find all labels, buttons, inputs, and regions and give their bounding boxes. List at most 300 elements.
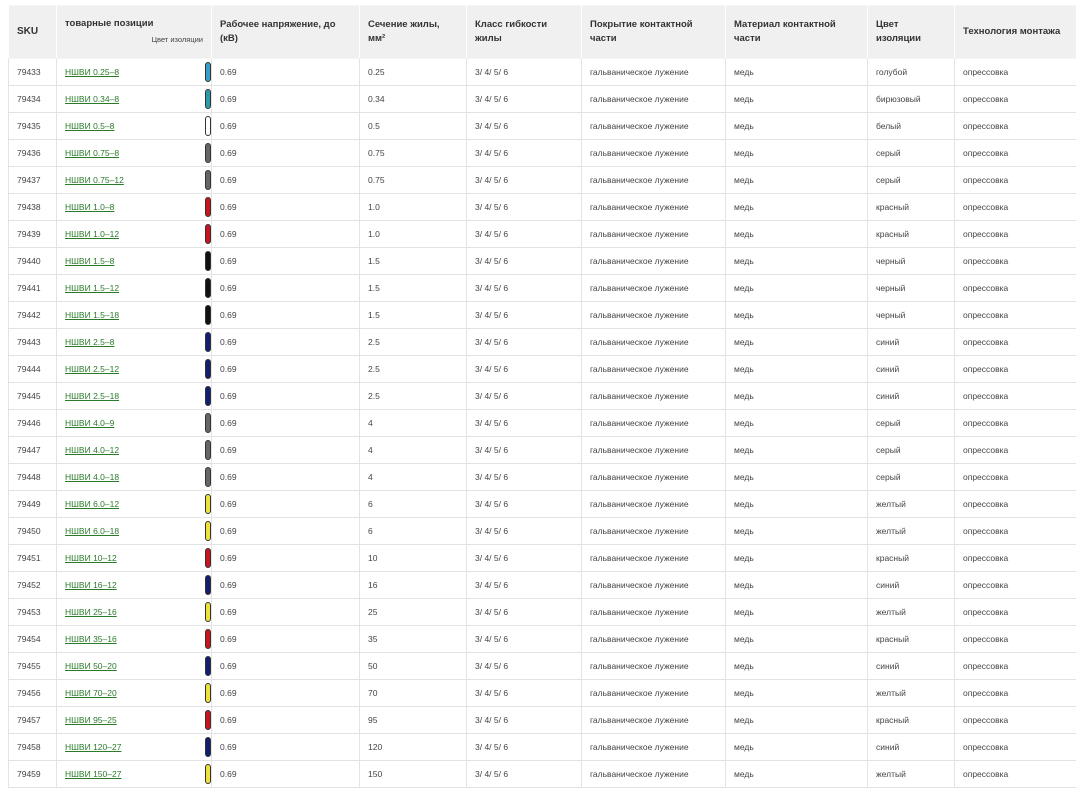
product-link[interactable]: НШВИ 95–25 — [65, 715, 117, 725]
cell-section: 1.5 — [360, 248, 467, 275]
cell-position — [57, 113, 212, 140]
cell-section: 1.5 — [360, 302, 467, 329]
cell-mount-tech: опрессовка — [955, 599, 1076, 626]
cell-sku: 79445 — [9, 383, 57, 410]
header-flex-class: Класс гибкости жилы — [467, 6, 582, 59]
cell-insulation-color: белый — [868, 113, 955, 140]
cell-voltage: 0.69 — [212, 572, 360, 599]
header-section: Сечение жилы, мм² — [360, 6, 467, 59]
insulation-color-swatch — [205, 521, 211, 541]
product-link[interactable]: НШВИ 4.0–12 — [65, 445, 119, 455]
cell-voltage: 0.69 — [212, 464, 360, 491]
cell-voltage: 0.69 — [212, 545, 360, 572]
cell-position — [57, 194, 212, 221]
product-link[interactable]: НШВИ 6.0–18 — [65, 526, 119, 536]
cell-position — [57, 734, 212, 761]
table-row — [9, 518, 1076, 545]
table-row — [9, 437, 1076, 464]
product-link[interactable]: НШВИ 1.5–12 — [65, 283, 119, 293]
cell-position — [57, 653, 212, 680]
cell-coating: гальваническое лужение — [582, 680, 726, 707]
cell-material: медь — [726, 275, 868, 302]
header-position-label: товарные позиции — [65, 18, 153, 29]
cell-material: медь — [726, 302, 868, 329]
insulation-color-swatch — [205, 602, 211, 622]
header-mount-tech: Технология монтажа — [955, 6, 1076, 59]
cell-flex-class: 3/ 4/ 5/ 6 — [467, 329, 582, 356]
cell-coating: гальваническое лужение — [582, 86, 726, 113]
cell-section: 70 — [360, 680, 467, 707]
table-row — [9, 464, 1076, 491]
table-row — [9, 113, 1076, 140]
cell-material: медь — [726, 491, 868, 518]
cell-section: 4 — [360, 410, 467, 437]
cell-sku: 79455 — [9, 653, 57, 680]
cell-section: 16 — [360, 572, 467, 599]
cell-mount-tech: опрессовка — [955, 734, 1076, 761]
cell-coating: гальваническое лужение — [582, 275, 726, 302]
cell-sku: 79458 — [9, 734, 57, 761]
cell-insulation-color: серый — [868, 167, 955, 194]
cell-section: 4 — [360, 464, 467, 491]
cell-voltage: 0.69 — [212, 113, 360, 140]
product-link[interactable]: НШВИ 0.34–8 — [65, 94, 119, 104]
cell-voltage: 0.69 — [212, 356, 360, 383]
cell-insulation-color: синий — [868, 572, 955, 599]
cell-sku: 79444 — [9, 356, 57, 383]
cell-flex-class: 3/ 4/ 5/ 6 — [467, 59, 582, 86]
cell-position — [57, 707, 212, 734]
header-material: Материал контактной части — [726, 6, 868, 59]
product-table — [8, 5, 1076, 788]
insulation-color-swatch — [205, 710, 211, 730]
product-link[interactable]: НШВИ 35–16 — [65, 634, 117, 644]
cell-insulation-color: красный — [868, 194, 955, 221]
insulation-color-swatch — [205, 305, 211, 325]
cell-insulation-color: черный — [868, 275, 955, 302]
product-link[interactable]: НШВИ 16–12 — [65, 580, 117, 590]
table-row — [9, 329, 1076, 356]
cell-position — [57, 356, 212, 383]
cell-insulation-color: синий — [868, 383, 955, 410]
table-row — [9, 680, 1076, 707]
insulation-color-swatch — [205, 548, 211, 568]
cell-coating: гальваническое лужение — [582, 383, 726, 410]
cell-sku: 79434 — [9, 86, 57, 113]
cell-sku: 79456 — [9, 680, 57, 707]
table-row — [9, 86, 1076, 113]
table-row — [9, 221, 1076, 248]
cell-position — [57, 140, 212, 167]
cell-position — [57, 572, 212, 599]
cell-mount-tech: опрессовка — [955, 221, 1076, 248]
cell-sku: 79447 — [9, 437, 57, 464]
cell-material: медь — [726, 707, 868, 734]
cell-flex-class: 3/ 4/ 5/ 6 — [467, 275, 582, 302]
cell-mount-tech: опрессовка — [955, 626, 1076, 653]
table-row — [9, 626, 1076, 653]
table-row — [9, 545, 1076, 572]
cell-coating: гальваническое лужение — [582, 761, 726, 788]
cell-section: 10 — [360, 545, 467, 572]
cell-position — [57, 545, 212, 572]
cell-position — [57, 680, 212, 707]
header-position-sub: Цвет изоляции — [65, 33, 203, 47]
header-position — [57, 6, 212, 59]
insulation-color-swatch — [205, 683, 211, 703]
cell-position — [57, 464, 212, 491]
cell-mount-tech: опрессовка — [955, 356, 1076, 383]
product-link[interactable]: НШВИ 6.0–12 — [65, 499, 119, 509]
cell-insulation-color: синий — [868, 329, 955, 356]
cell-mount-tech: опрессовка — [955, 491, 1076, 518]
cell-mount-tech: опрессовка — [955, 437, 1076, 464]
insulation-color-swatch — [205, 386, 211, 406]
cell-coating: гальваническое лужение — [582, 734, 726, 761]
cell-sku: 79459 — [9, 761, 57, 788]
cell-sku: 79433 — [9, 59, 57, 86]
cell-position — [57, 761, 212, 788]
table-row — [9, 599, 1076, 626]
cell-voltage: 0.69 — [212, 734, 360, 761]
product-link[interactable]: НШВИ 10–12 — [65, 553, 117, 563]
cell-section: 0.25 — [360, 59, 467, 86]
cell-insulation-color: серый — [868, 410, 955, 437]
cell-sku: 79450 — [9, 518, 57, 545]
table-row — [9, 302, 1076, 329]
cell-insulation-color: желтый — [868, 599, 955, 626]
cell-material: медь — [726, 59, 868, 86]
cell-position — [57, 491, 212, 518]
cell-insulation-color: черный — [868, 248, 955, 275]
cell-mount-tech: опрессовка — [955, 248, 1076, 275]
cell-sku: 79435 — [9, 113, 57, 140]
cell-insulation-color: синий — [868, 734, 955, 761]
cell-insulation-color: черный — [868, 302, 955, 329]
cell-mount-tech: опрессовка — [955, 275, 1076, 302]
product-link[interactable]: НШВИ 50–20 — [65, 661, 117, 671]
product-link[interactable]: НШВИ 0.75–12 — [65, 175, 124, 185]
product-link[interactable]: НШВИ 4.0–9 — [65, 418, 114, 428]
cell-mount-tech: опрессовка — [955, 140, 1076, 167]
cell-sku: 79452 — [9, 572, 57, 599]
cell-sku: 79454 — [9, 626, 57, 653]
product-link[interactable]: НШВИ 150–27 — [65, 769, 121, 779]
cell-coating: гальваническое лужение — [582, 302, 726, 329]
cell-insulation-color: красный — [868, 545, 955, 572]
product-link[interactable]: НШВИ 2.5–12 — [65, 364, 119, 374]
cell-material: медь — [726, 599, 868, 626]
cell-mount-tech: опрессовка — [955, 572, 1076, 599]
product-link[interactable]: НШВИ 2.5–8 — [65, 337, 114, 347]
table-row — [9, 194, 1076, 221]
cell-material: медь — [726, 464, 868, 491]
cell-coating: гальваническое лужение — [582, 113, 726, 140]
cell-coating: гальваническое лужение — [582, 464, 726, 491]
cell-flex-class: 3/ 4/ 5/ 6 — [467, 518, 582, 545]
table-row — [9, 59, 1076, 86]
cell-flex-class: 3/ 4/ 5/ 6 — [467, 140, 582, 167]
cell-mount-tech: опрессовка — [955, 410, 1076, 437]
product-link[interactable]: НШВИ 120–27 — [65, 742, 121, 752]
cell-coating: гальваническое лужение — [582, 59, 726, 86]
cell-sku: 79436 — [9, 140, 57, 167]
cell-insulation-color: красный — [868, 707, 955, 734]
table-row — [9, 248, 1076, 275]
cell-material: медь — [726, 113, 868, 140]
table-body — [9, 59, 1076, 788]
cell-section: 1.0 — [360, 194, 467, 221]
cell-flex-class: 3/ 4/ 5/ 6 — [467, 680, 582, 707]
header-coating: Покрытие контактной части — [582, 6, 726, 59]
cell-sku: 79439 — [9, 221, 57, 248]
cell-flex-class: 3/ 4/ 5/ 6 — [467, 545, 582, 572]
cell-material: медь — [726, 545, 868, 572]
cell-position — [57, 302, 212, 329]
table-header — [9, 6, 1076, 59]
cell-sku: 79442 — [9, 302, 57, 329]
cell-flex-class: 3/ 4/ 5/ 6 — [467, 572, 582, 599]
cell-flex-class: 3/ 4/ 5/ 6 — [467, 302, 582, 329]
product-link[interactable]: НШВИ 1.0–8 — [65, 202, 114, 212]
cell-position — [57, 383, 212, 410]
cell-flex-class: 3/ 4/ 5/ 6 — [467, 707, 582, 734]
cell-section: 25 — [360, 599, 467, 626]
table-row — [9, 653, 1076, 680]
cell-flex-class: 3/ 4/ 5/ 6 — [467, 383, 582, 410]
cell-flex-class: 3/ 4/ 5/ 6 — [467, 356, 582, 383]
cell-coating: гальваническое лужение — [582, 167, 726, 194]
product-link[interactable]: НШВИ 25–16 — [65, 607, 117, 617]
table-row — [9, 275, 1076, 302]
table-row — [9, 383, 1076, 410]
cell-section: 150 — [360, 761, 467, 788]
cell-voltage: 0.69 — [212, 626, 360, 653]
cell-voltage: 0.69 — [212, 59, 360, 86]
cell-insulation-color: желтый — [868, 680, 955, 707]
cell-position — [57, 167, 212, 194]
cell-mount-tech: опрессовка — [955, 761, 1076, 788]
cell-insulation-color: серый — [868, 437, 955, 464]
cell-position — [57, 248, 212, 275]
cell-position — [57, 59, 212, 86]
cell-voltage: 0.69 — [212, 221, 360, 248]
table-row — [9, 356, 1076, 383]
cell-mount-tech: опрессовка — [955, 518, 1076, 545]
cell-sku: 79457 — [9, 707, 57, 734]
product-link[interactable]: НШВИ 70–20 — [65, 688, 117, 698]
cell-insulation-color: синий — [868, 356, 955, 383]
cell-flex-class: 3/ 4/ 5/ 6 — [467, 113, 582, 140]
cell-coating: гальваническое лужение — [582, 194, 726, 221]
cell-flex-class: 3/ 4/ 5/ 6 — [467, 167, 582, 194]
cell-position — [57, 221, 212, 248]
cell-coating: гальваническое лужение — [582, 599, 726, 626]
cell-mount-tech: опрессовка — [955, 194, 1076, 221]
cell-mount-tech: опрессовка — [955, 653, 1076, 680]
insulation-color-swatch — [205, 467, 211, 487]
cell-position — [57, 410, 212, 437]
product-link[interactable]: НШВИ 2.5–18 — [65, 391, 119, 401]
cell-flex-class: 3/ 4/ 5/ 6 — [467, 734, 582, 761]
cell-voltage: 0.69 — [212, 653, 360, 680]
cell-coating: гальваническое лужение — [582, 626, 726, 653]
table-row — [9, 734, 1076, 761]
insulation-color-swatch — [205, 62, 211, 82]
insulation-color-swatch — [205, 89, 211, 109]
cell-flex-class: 3/ 4/ 5/ 6 — [467, 491, 582, 518]
cell-insulation-color: серый — [868, 140, 955, 167]
cell-sku: 79443 — [9, 329, 57, 356]
insulation-color-swatch — [205, 224, 211, 244]
cell-insulation-color: голубой — [868, 59, 955, 86]
cell-insulation-color: желтый — [868, 518, 955, 545]
cell-material: медь — [726, 167, 868, 194]
cell-coating: гальваническое лужение — [582, 329, 726, 356]
insulation-color-swatch — [205, 359, 211, 379]
cell-material: медь — [726, 410, 868, 437]
cell-material: медь — [726, 383, 868, 410]
cell-coating: гальваническое лужение — [582, 518, 726, 545]
cell-material: медь — [726, 653, 868, 680]
cell-insulation-color: серый — [868, 464, 955, 491]
insulation-color-swatch — [205, 278, 211, 298]
cell-sku: 79438 — [9, 194, 57, 221]
cell-material: медь — [726, 356, 868, 383]
cell-flex-class: 3/ 4/ 5/ 6 — [467, 248, 582, 275]
insulation-color-swatch — [205, 494, 211, 514]
cell-material: медь — [726, 437, 868, 464]
insulation-color-swatch — [205, 251, 211, 271]
cell-section: 4 — [360, 437, 467, 464]
cell-sku: 79453 — [9, 599, 57, 626]
insulation-color-swatch — [205, 656, 211, 676]
cell-position — [57, 599, 212, 626]
insulation-color-swatch — [205, 629, 211, 649]
cell-section: 6 — [360, 518, 467, 545]
cell-voltage: 0.69 — [212, 518, 360, 545]
cell-flex-class: 3/ 4/ 5/ 6 — [467, 761, 582, 788]
table-row — [9, 167, 1076, 194]
product-link[interactable]: НШВИ 1.5–8 — [65, 256, 114, 266]
cell-mount-tech: опрессовка — [955, 86, 1076, 113]
cell-material: медь — [726, 518, 868, 545]
insulation-color-swatch — [205, 143, 211, 163]
cell-voltage: 0.69 — [212, 194, 360, 221]
cell-insulation-color: красный — [868, 626, 955, 653]
cell-mount-tech: опрессовка — [955, 383, 1076, 410]
cell-section: 2.5 — [360, 329, 467, 356]
cell-section: 0.5 — [360, 113, 467, 140]
cell-insulation-color: желтый — [868, 491, 955, 518]
cell-voltage: 0.69 — [212, 329, 360, 356]
cell-sku: 79441 — [9, 275, 57, 302]
cell-voltage: 0.69 — [212, 707, 360, 734]
cell-coating: гальваническое лужение — [582, 545, 726, 572]
cell-sku: 79448 — [9, 464, 57, 491]
cell-insulation-color: синий — [868, 653, 955, 680]
cell-material: медь — [726, 734, 868, 761]
cell-section: 1.5 — [360, 275, 467, 302]
cell-material: медь — [726, 680, 868, 707]
insulation-color-swatch — [205, 197, 211, 217]
cell-sku: 79451 — [9, 545, 57, 572]
cell-position — [57, 626, 212, 653]
cell-sku: 79440 — [9, 248, 57, 275]
cell-coating: гальваническое лужение — [582, 140, 726, 167]
product-link[interactable]: НШВИ 4.0–18 — [65, 472, 119, 482]
product-link[interactable]: НШВИ 1.0–12 — [65, 229, 119, 239]
cell-material: медь — [726, 761, 868, 788]
cell-section: 2.5 — [360, 383, 467, 410]
cell-material: медь — [726, 86, 868, 113]
cell-material: медь — [726, 626, 868, 653]
cell-voltage: 0.69 — [212, 761, 360, 788]
cell-sku: 79449 — [9, 491, 57, 518]
insulation-color-swatch — [205, 440, 211, 460]
cell-section: 0.75 — [360, 167, 467, 194]
cell-flex-class: 3/ 4/ 5/ 6 — [467, 194, 582, 221]
cell-insulation-color: бирюзовый — [868, 86, 955, 113]
cell-position — [57, 437, 212, 464]
product-link[interactable]: НШВИ 0.75–8 — [65, 148, 119, 158]
cell-flex-class: 3/ 4/ 5/ 6 — [467, 410, 582, 437]
cell-voltage: 0.69 — [212, 410, 360, 437]
cell-material: медь — [726, 221, 868, 248]
cell-mount-tech: опрессовка — [955, 329, 1076, 356]
cell-section: 120 — [360, 734, 467, 761]
cell-position — [57, 329, 212, 356]
table-row — [9, 761, 1076, 788]
table-row — [9, 410, 1076, 437]
insulation-color-swatch — [205, 170, 211, 190]
cell-coating: гальваническое лужение — [582, 491, 726, 518]
table-row — [9, 140, 1076, 167]
cell-material: медь — [726, 329, 868, 356]
cell-insulation-color: желтый — [868, 761, 955, 788]
cell-position — [57, 275, 212, 302]
cell-position — [57, 86, 212, 113]
insulation-color-swatch — [205, 332, 211, 352]
cell-mount-tech: опрессовка — [955, 464, 1076, 491]
cell-section: 0.75 — [360, 140, 467, 167]
cell-section: 50 — [360, 653, 467, 680]
cell-voltage: 0.69 — [212, 275, 360, 302]
cell-mount-tech: опрессовка — [955, 113, 1076, 140]
product-link[interactable]: НШВИ 1.5–18 — [65, 310, 119, 320]
cell-voltage: 0.69 — [212, 491, 360, 518]
cell-coating: гальваническое лужение — [582, 248, 726, 275]
cell-insulation-color: красный — [868, 221, 955, 248]
cell-section: 95 — [360, 707, 467, 734]
table-row — [9, 707, 1076, 734]
cell-position — [57, 518, 212, 545]
cell-voltage: 0.69 — [212, 167, 360, 194]
product-link[interactable]: НШВИ 0.25–8 — [65, 67, 119, 77]
cell-coating: гальваническое лужение — [582, 221, 726, 248]
cell-flex-class: 3/ 4/ 5/ 6 — [467, 653, 582, 680]
product-link[interactable]: НШВИ 0.5–8 — [65, 121, 114, 131]
cell-flex-class: 3/ 4/ 5/ 6 — [467, 599, 582, 626]
header-voltage: Рабочее напряжение, до (кВ) — [212, 6, 360, 59]
cell-material: медь — [726, 194, 868, 221]
insulation-color-swatch — [205, 116, 211, 136]
cell-voltage: 0.69 — [212, 383, 360, 410]
cell-mount-tech: опрессовка — [955, 59, 1076, 86]
cell-flex-class: 3/ 4/ 5/ 6 — [467, 86, 582, 113]
cell-section: 35 — [360, 626, 467, 653]
cell-mount-tech: опрессовка — [955, 302, 1076, 329]
